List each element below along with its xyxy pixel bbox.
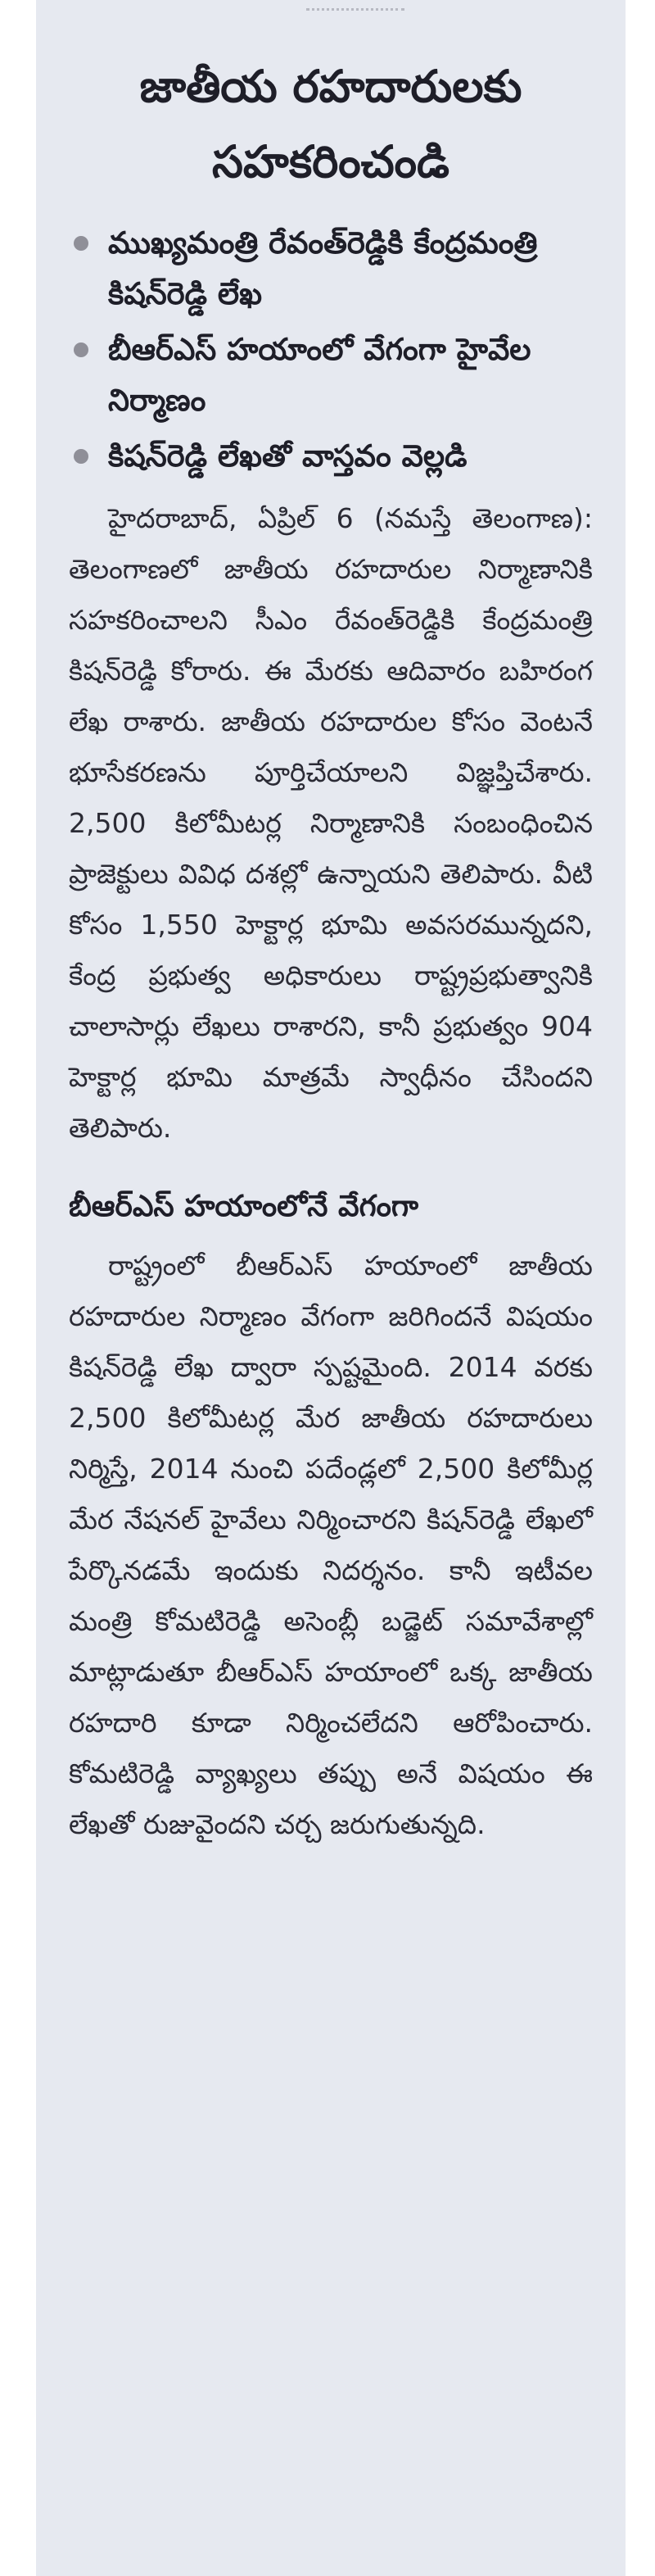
cropped-previous-text	[306, 0, 404, 11]
summary-bullet-text: ముఖ్యమంత్రి రేవంత్‌రెడ్డికి కేంద్రమంత్రి కిషన్‌రెడ్డి లేఖ	[108, 225, 538, 311]
headline	[69, 49, 593, 200]
summary-bullet-text: కిషన్‌రెడ్డి లేఖతో వాస్తవం వెల్లడి	[108, 438, 468, 474]
headline-line-2: సహకరించండి	[211, 136, 450, 188]
bullet-dot-icon	[74, 342, 88, 357]
summary-bullet	[69, 324, 593, 426]
summary-bullet	[69, 431, 593, 482]
news-column	[36, 0, 626, 2576]
section-subhead: బీఆర్‌ఎస్ హయాంలోనే వేగంగా	[69, 1190, 418, 1223]
article-body	[69, 493, 593, 1850]
headline-line-1: జాతీయ రహదారులకు	[139, 61, 522, 112]
summary-bullets	[69, 218, 593, 482]
bullet-dot-icon	[74, 236, 88, 251]
summary-bullet-text: బీఆర్‌ఎస్ హయాంలో వేగంగా హైవేల నిర్మాణం	[108, 332, 531, 418]
bullet-dot-icon	[74, 449, 88, 464]
body-paragraph: రాష్ట్రంలో బీఆర్‌ఎస్ హయాంలో జాతీయ రహదారుల నిర్మాణం వేగంగా జరిగిందనే విషయం కిషన్‌రెడ్డి లేఖ ద్వారా స్పష్టమైంది. 2014 వరకు 2,500 కిలోమీటర్ల మేర జాతీయ రహదారులు నిర్మిస్తే, 2014 నుంచి పదేండ్లలో 2,500 కిలోమీర్ల మేర నేషనల్ హైవేలు నిర్మించారని కిషన్‌రెడ్డి లేఖలో పేర్కొనడమే ఇందుకు నిదర్శనం. కానీ ఇటీవల మంత్రి కోమటిరెడ్డి అసెంబ్లీ బడ్జెట్ సమావేశాల్లో మాట్లాడుతూ బీఆర్‌ఎస్ హయాంలో ఒక్క జాతీయ రహదారి కూడా నిర్మించలేదని ఆరోపించారు. కోమటిరెడ్డి వ్యాఖ్యలు తప్పు అనే విషయం ఈ లేఖతో రుజువైందని చర్చ జరుగుతున్నది.	[69, 1249, 593, 1840]
body-paragraph: హైదరాబాద్, ఏప్రిల్ 6 (నమస్తే తెలంగాణ): తెలంగాణలో జాతీయ రహదారుల నిర్మాణానికి సహకరించాలని సీఎం రేవంత్‌రెడ్డికి కేంద్రమంత్రి కిషన్‌రెడ్డి కోరారు. ఈ మేరకు ఆదివారం బహిరంగ లేఖ రాశారు. జాతీయ రహదారుల కోసం వెంటనే భూసేకరణను పూర్తిచేయాలని విజ్ఞప్తిచేశారు. 2,500 కిలోమీటర్ల నిర్మాణానికి సంబంధించిన ప్రాజెక్టులు వివిధ దశల్లో ఉన్నాయని తెలిపారు. వీటి కోసం 1,550 హెక్టార్ల భూమి అవసరమున్నదని, కేంద్ర ప్రభుత్వ అధికారులు రాష్ట్రప్రభుత్వానికి చాలాసార్లు లేఖలు రాశారని, కానీ ప్రభుత్వం 904 హెక్టార్ల భూమి మాత్రమే స్వాధీనం చేసిందని తెలిపారు.	[69, 502, 593, 1144]
summary-bullet	[69, 218, 593, 320]
